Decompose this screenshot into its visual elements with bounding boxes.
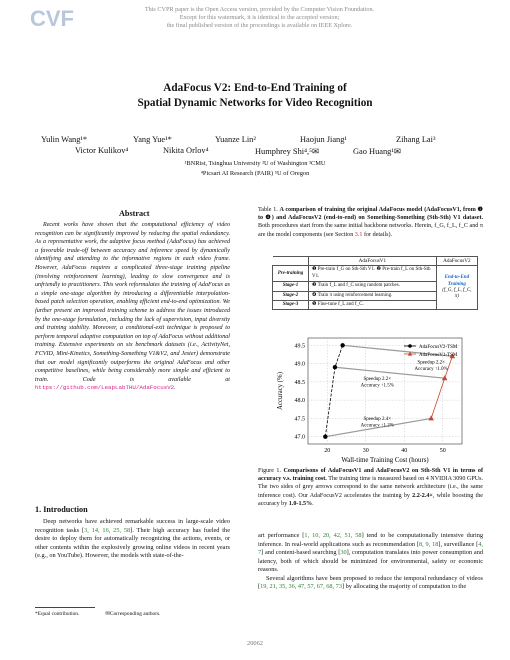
author-list <box>35 135 475 157</box>
footnotes: *Equal contribution. ✉Corresponding authors. <box>35 611 161 617</box>
stage-label: Pre-training <box>273 266 309 282</box>
y-tick-label: 49.0 <box>294 361 305 368</box>
svg-text:CVF: CVF <box>30 6 74 30</box>
abstract-body: Recent works have shown that the computational efficiency of video recognition can be significantly improved by reducing the spatial redundancy. As a representative work, the adaptive focus method (AdaFocus) has achieved a favorable trade-off between accuracy and inference speed by dynamically identifying and attending to the informative regions in each video frame. However, AdaFocus requires a complicated three-stage training pipeline (involving reinforcement learning), leading to slow convergence and is unfriendly to practitioners. This work reformulates the training of AdaFocus as a simple one-stage algorithm by introducing a differentiable interpolation-based patch selection operation, enabling efficient end-to-end optimization. We further present an improved training scheme to address the issues introduced by the one-stage formulation, including the lack of supervision, input diversity and training stability. Moreover, a conditional-exit technique is proposed to perform temporal adaptive computation on top of AdaFocus without additional training. Extensive experiments on six benchmark datasets (i.e., ActivityNet, FCVID, Mini-Kinetics, Something-Something V1&V2, and Jester) demonstrate that our model significantly outperforms the original AdaFocus and other competitive baselines, while being considerably more simple and efficient to train. Code is available at https://github.com/LeapLabTHU/AdaFocusV2. <box>35 222 230 392</box>
introduction-right-text: art performance [1, 10, 20, 42, 51, 58] tend to be computationally intensive during inference. In real-world applications such as recommendation [8, 9, 18], surveillance [4, 7] and content-based searching [30], computation translates into power consumption and latency, both of which should be minimized for environmental, safety or economic reasons. Several algorithms have been proposed to reduce the temporal redundancy of videos [19, 21, 35, 36, 47, 57, 67, 68, 73] by allocating the majority of computation to the <box>258 532 484 590</box>
comparison-table: AdaFocusV1 AdaFocusV2 Pre-training ❶ Pre-train f_G on Sth-Sth V1. ❷ Pre-train f_L on Sth-Sth V1. End-to-End Training (f_G, f_L, f_C, π) Stage-1 ❸ Train f_L and f_C using random patches. Stage-2 ❹ Train π using reinforcement learning. Stage-3 ❺ Fine-tune f_L and f_C. <box>272 256 478 310</box>
author: Yuanze Lin² <box>215 135 256 144</box>
author: Zihang Lai³ <box>396 135 436 144</box>
speedup-annotation: Speedup 2.2× <box>363 377 392 383</box>
affiliations-line1: ¹BNRist, Tsinghua University ²U of Washington ³CMU <box>184 160 326 167</box>
v1-step: ❶ Pre-train f_G on Sth-Sth V1. ❷ Pre-train f_L on Sth-Sth V1. <box>309 266 437 282</box>
speedup-annotation: Accuracy ↑1.2% <box>360 423 394 429</box>
legend-marker <box>408 344 412 348</box>
author: Victor Kulikov⁴ <box>75 146 129 155</box>
introduction-left-text: Deep networks have achieved remarkable success in large-scale video recognition tasks [3, 14, 16, 25, 58]. Their high accuracy has fueled the desire to deploy them for automatically recognizing the actions, events, or other contents within the explosively growing online videos in recent years (e.g., on YouTube). However, the models with state-of-the- <box>35 518 230 559</box>
table1-caption: Table 1. A comparison of training the original AdaFocus model (AdaFocusV1, from ❶ to ❹) and AdaFocusV2 (end-to-end) on Something-Something (Sth-Sth) V1 dataset. Both procedures start from the same initial backbone networks. Herein, f_G, f_L, f_C and π are the model components (see Section 3.1 for details). <box>258 207 483 238</box>
author: Haojun Jiang¹ <box>300 135 347 144</box>
stage-label: Stage-1 <box>273 282 309 291</box>
paper-title: AdaFocus V2: End-to-End Training of Spatial Dynamic Networks for Video Recognition <box>137 82 373 109</box>
page-number: 20062 <box>247 640 263 647</box>
y-tick-label: 48.0 <box>294 398 305 405</box>
v1-step: ❹ Train π using reinforcement learning. <box>309 291 437 300</box>
x-tick-label: 30 <box>362 448 369 454</box>
author: Nikita Orlov⁴ <box>163 146 209 155</box>
v2-end-to-end-cell: End-to-End Training (f_G, f_L, f_C, π) <box>436 266 477 310</box>
author: Yang Yue¹* <box>133 135 172 144</box>
speedup-annotation: Speedup 2.4× <box>363 417 392 423</box>
introduction-heading: 1. Introduction <box>35 505 88 514</box>
data-point <box>333 365 337 369</box>
data-point <box>340 343 344 347</box>
x-axis-label: Wall-time Training Cost (hours) <box>341 457 429 464</box>
stage-label: Stage-2 <box>273 291 309 300</box>
open-access-notice: This CVPR paper is the Open Access version, provided by the Computer Vision Foundation. Except for this watermark, it is identical to the accepted version; the final published version of the proceedings is available on IEEE Xplore. <box>144 6 375 29</box>
legend-label: AdaFocusV1-TSM <box>419 353 458 358</box>
y-axis-label: Accuracy (%) <box>277 372 284 410</box>
data-point <box>428 415 434 420</box>
y-tick-label: 47.0 <box>294 434 305 441</box>
data-point <box>323 434 327 438</box>
abstract-heading: Abstract <box>119 209 150 218</box>
cvf-logo <box>30 6 74 30</box>
affiliations-line2: ⁴Picsart AI Research (PAIR) ⁵U of Oregon <box>200 170 310 177</box>
author: Gao Huang¹✉ <box>353 147 401 156</box>
speedup-annotation: Speedup 2.2× <box>417 360 445 366</box>
author: Humphrey Shi⁴,⁵✉ <box>255 147 320 156</box>
footnote-rule <box>35 607 95 608</box>
series-line <box>325 345 342 436</box>
y-tick-label: 49.5 <box>294 343 305 350</box>
x-tick-label: 50 <box>439 448 446 454</box>
v1-step: ❸ Train f_L and f_C using random patches. <box>309 282 437 291</box>
v1-step: ❺ Fine-tune f_L and f_C. <box>309 301 437 310</box>
figure1-caption: Figure 1. Comparisons of AdaFocusV1 and AdaFocusV2 on Sth-Sth V1 in terms of accuracy v.s. training cost. The training time is measured based on 4 NVIDIA 3090 GPUs. The two sides of grey arrows correspond to the same network architecture (i.e., the same inference cost). Our AdaFocusV2 accelerates the training by 2.2-2.4×, while boosting the accuracy by 1.0-1.5%. <box>258 468 483 507</box>
y-tick-label: 47.5 <box>294 416 305 423</box>
speedup-annotation: Accuracy ↑1.0% <box>414 367 448 373</box>
author: Yulin Wang¹* <box>41 135 88 144</box>
accuracy-vs-training-cost-chart <box>268 332 482 466</box>
x-tick-label: 40 <box>401 448 408 454</box>
stage-label: Stage-3 <box>273 301 309 310</box>
y-tick-label: 48.5 <box>294 379 305 386</box>
code-link[interactable]: https://github.com/LeapLabTHU/AdaFocusV2 <box>35 384 175 392</box>
speedup-annotation: Accuracy ↑1.5% <box>360 383 394 389</box>
series-line <box>431 356 452 418</box>
x-tick-label: 20 <box>324 448 331 454</box>
legend-label: AdaFocusV2-TSM <box>419 345 458 350</box>
